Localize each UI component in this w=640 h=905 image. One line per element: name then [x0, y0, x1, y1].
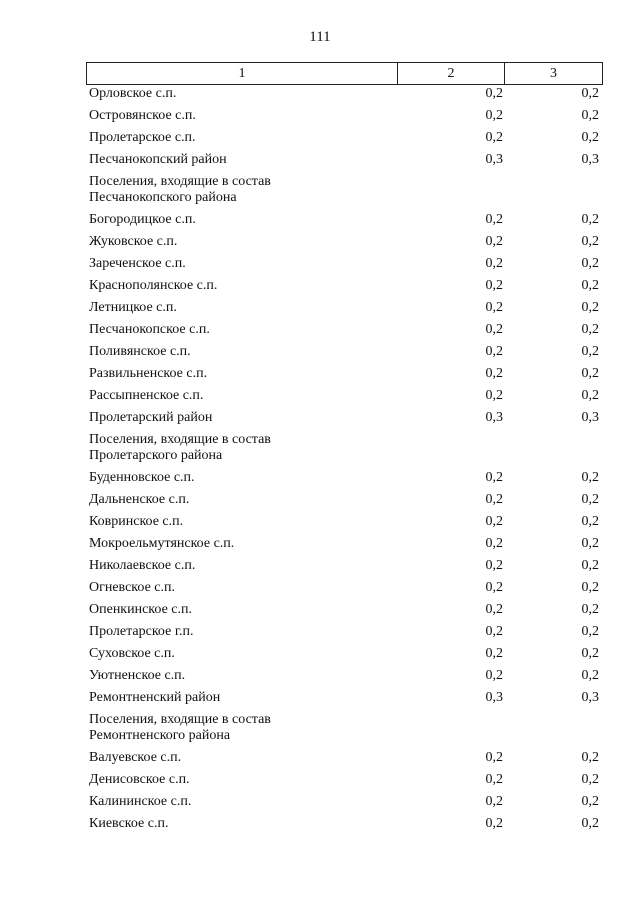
table-row: [89, 234, 599, 250]
row-name: Жуковское с.п.: [89, 234, 178, 249]
row-name: Островянское с.п.: [89, 108, 196, 123]
row-value-col-3: 0,2: [581, 130, 599, 145]
table-row: [89, 750, 599, 766]
row-name: Уютненское с.п.: [89, 668, 186, 683]
row-name: Поливянское с.п.: [89, 344, 191, 359]
row-name: Развильненское с.п.: [89, 366, 208, 381]
row-name: Денисовское с.п.: [89, 772, 190, 787]
row-value-col-2: 0,3: [485, 690, 503, 705]
row-value-col-2: 0,2: [485, 558, 503, 573]
row-value-col-3: 0,2: [581, 816, 599, 831]
row-value-col-3: 0,2: [581, 536, 599, 551]
row-name: Рассыпненское с.п.: [89, 388, 204, 403]
row-name: Суховское с.п.: [89, 646, 175, 661]
row-value-col-2: 0,3: [485, 152, 503, 167]
row-value-col-2: 0,2: [485, 816, 503, 831]
row-value-col-3: 0,2: [581, 772, 599, 787]
row-name: Пролетарское с.п.: [89, 130, 196, 145]
row-name: Николаевское с.п.: [89, 558, 196, 573]
row-value-col-2: 0,2: [485, 256, 503, 271]
table-row: [89, 580, 599, 596]
row-value-col-3: 0,2: [581, 256, 599, 271]
table-row: [89, 212, 599, 228]
table-row: [89, 152, 599, 168]
row-value-col-2: 0,2: [485, 470, 503, 485]
row-name: Богородицкое с.п.: [89, 212, 196, 227]
row-value-col-3: 0,2: [581, 794, 599, 809]
table-row: [89, 432, 599, 464]
table-row: [89, 388, 599, 404]
table-row: [89, 322, 599, 338]
header-col-2: 2: [398, 63, 505, 85]
row-name: Песчанокопский район: [89, 152, 227, 167]
row-value-col-3: 0,2: [581, 646, 599, 661]
row-value-col-3: 0,3: [581, 690, 599, 705]
row-value-col-3: 0,3: [581, 410, 599, 425]
row-value-col-3: 0,2: [581, 322, 599, 337]
row-name: Опенкинское с.п.: [89, 602, 192, 617]
row-value-col-3: 0,2: [581, 366, 599, 381]
row-value-col-2: 0,3: [485, 410, 503, 425]
table-row: [89, 410, 599, 426]
table-row: [89, 602, 599, 618]
table-row: [89, 300, 599, 316]
table-row: [89, 130, 599, 146]
row-name: Киевское с.п.: [89, 816, 169, 831]
row-value-col-3: 0,2: [581, 212, 599, 227]
table-row: [89, 366, 599, 382]
row-value-col-3: 0,2: [581, 668, 599, 683]
row-value-col-2: 0,2: [485, 536, 503, 551]
row-value-col-2: 0,2: [485, 344, 503, 359]
row-name: Пролетарское г.п.: [89, 624, 194, 639]
row-value-col-2: 0,2: [485, 322, 503, 337]
table-row: [89, 278, 599, 294]
table-row: [89, 712, 599, 744]
row-value-col-3: 0,2: [581, 470, 599, 485]
row-name: Зареченское с.п.: [89, 256, 186, 271]
row-value-col-2: 0,2: [485, 388, 503, 403]
row-value-col-2: 0,2: [485, 602, 503, 617]
row-value-col-2: 0,2: [485, 130, 503, 145]
table-row: [89, 256, 599, 272]
table-row: [89, 536, 599, 552]
table-row: [89, 646, 599, 662]
table-row: [89, 558, 599, 574]
header-row: [87, 63, 603, 85]
row-value-col-3: 0,2: [581, 108, 599, 123]
row-value-col-3: 0,2: [581, 514, 599, 529]
row-value-col-2: 0,2: [485, 278, 503, 293]
table-row: [89, 108, 599, 124]
header-col-3: 3: [505, 63, 603, 85]
row-value-col-3: 0,2: [581, 558, 599, 573]
row-name: Мокроельмутянское с.п.: [89, 536, 235, 551]
row-name: Огневское с.п.: [89, 580, 175, 595]
row-name: Валуевское с.п.: [89, 750, 182, 765]
row-value-col-2: 0,2: [485, 366, 503, 381]
row-value-col-2: 0,2: [485, 646, 503, 661]
table-body: [89, 86, 599, 838]
table-row: [89, 816, 599, 832]
row-value-col-3: 0,2: [581, 234, 599, 249]
row-value-col-2: 0,2: [485, 624, 503, 639]
table-row: [89, 794, 599, 810]
table-row: [89, 492, 599, 508]
table-row: [89, 514, 599, 530]
row-value-col-2: 0,2: [485, 86, 503, 101]
row-value-col-3: 0,2: [581, 624, 599, 639]
row-name: Ремонтненский район: [89, 690, 221, 705]
row-value-col-3: 0,3: [581, 152, 599, 167]
row-value-col-2: 0,2: [485, 668, 503, 683]
table-row: [89, 690, 599, 706]
row-value-col-3: 0,2: [581, 750, 599, 765]
row-name: Дальненское с.п.: [89, 492, 190, 507]
row-name: Песчанокопское с.п.: [89, 322, 210, 337]
table-row: [89, 668, 599, 684]
row-value-col-2: 0,2: [485, 750, 503, 765]
row-value-col-2: 0,2: [485, 212, 503, 227]
row-name: Калининское с.п.: [89, 794, 192, 809]
row-value-col-3: 0,2: [581, 300, 599, 315]
row-value-col-3: 0,2: [581, 492, 599, 507]
table-row: [89, 174, 599, 206]
page-number: 111: [309, 29, 331, 45]
table-row: [89, 470, 599, 486]
header-col-1: 1: [87, 63, 398, 85]
row-name: Ковринское с.п.: [89, 514, 184, 529]
row-value-col-3: 0,2: [581, 344, 599, 359]
row-value-col-2: 0,2: [485, 108, 503, 123]
row-name: Поселения, входящие в состав Пролетарского района: [89, 432, 271, 463]
row-value-col-3: 0,2: [581, 86, 599, 101]
row-value-col-3: 0,2: [581, 602, 599, 617]
row-name: Краснополянское с.п.: [89, 278, 218, 293]
row-value-col-2: 0,2: [485, 492, 503, 507]
row-value-col-2: 0,2: [485, 772, 503, 787]
table-row: [89, 624, 599, 640]
row-name: Орловское с.п.: [89, 86, 177, 101]
row-value-col-3: 0,2: [581, 388, 599, 403]
row-value-col-2: 0,2: [485, 580, 503, 595]
table-row: [89, 86, 599, 102]
row-name: Поселения, входящие в состав Ремонтненского района: [89, 712, 271, 743]
row-value-col-2: 0,2: [485, 300, 503, 315]
table-row: [89, 772, 599, 788]
table-header: [86, 62, 603, 85]
row-value-col-2: 0,2: [485, 794, 503, 809]
table-row: [89, 344, 599, 360]
row-value-col-3: 0,2: [581, 278, 599, 293]
row-name: Буденновское с.п.: [89, 470, 195, 485]
row-value-col-2: 0,2: [485, 514, 503, 529]
row-name: Поселения, входящие в состав Песчанокопского района: [89, 174, 271, 205]
row-name: Летницкое с.п.: [89, 300, 177, 315]
row-value-col-3: 0,2: [581, 580, 599, 595]
row-name: Пролетарский район: [89, 410, 213, 425]
row-value-col-2: 0,2: [485, 234, 503, 249]
